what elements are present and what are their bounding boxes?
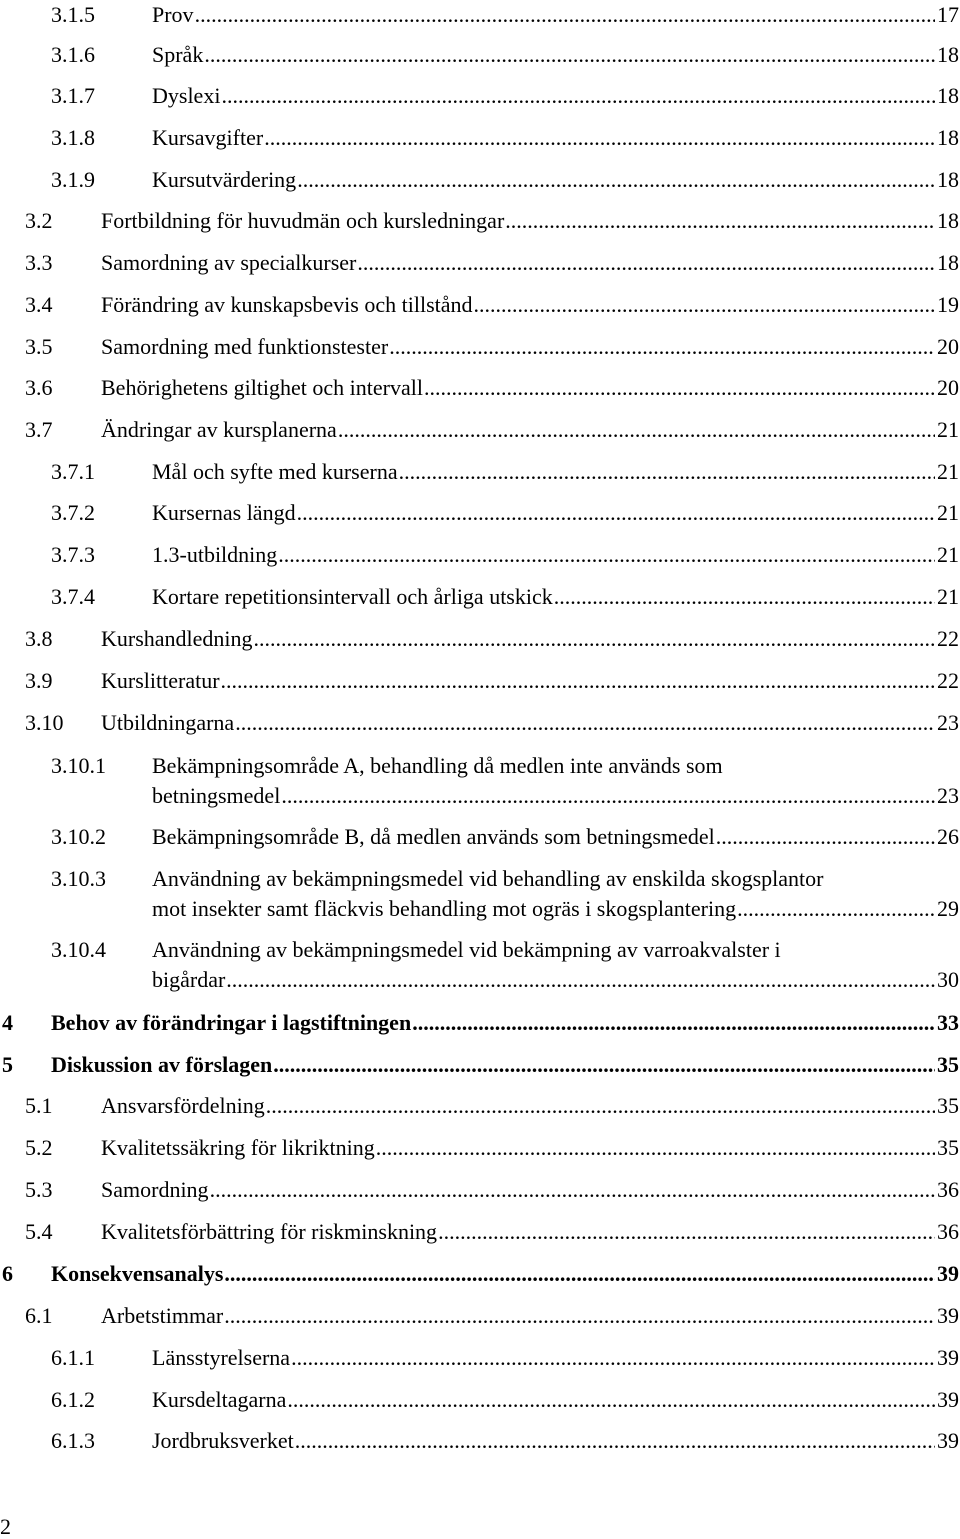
toc-entry-number: 6.1.3 [51,1428,95,1453]
dot-leader [291,1343,935,1373]
toc-entry-title: Länsstyrelserna [152,1345,291,1370]
toc-entry-title: Kursavgifter [152,125,264,150]
toc-entry-page: 26 [937,824,959,849]
toc-entry-page: 19 [937,292,959,317]
toc-entry-page: 36 [937,1219,959,1244]
dot-leader [224,1301,935,1331]
toc-entry-title: Kursdeltagarna [152,1387,287,1412]
toc-entry[interactable] [25,373,960,403]
toc-entry-number: 5 [2,1052,13,1077]
toc-entry-number: 3.7.4 [51,584,95,609]
toc-entry-number: 5.1 [25,1093,53,1118]
toc-entry-page: 21 [937,542,959,567]
toc-entry[interactable] [25,666,960,696]
toc-entry-title: Jordbruksverket [152,1428,294,1453]
toc-entry-page: 39 [937,1261,959,1286]
toc-entry-page: 21 [937,584,959,609]
toc-entry-number: 6.1 [25,1303,53,1328]
toc-entry-number: 3.1.7 [51,83,95,108]
toc-entry[interactable] [25,290,960,320]
toc-entry-page: 18 [937,208,959,233]
toc-chapter-entry[interactable] [2,1050,960,1080]
toc-entry-title: Kursutvärdering [152,167,297,192]
toc-chapter-entry[interactable] [2,1008,960,1038]
toc-entry[interactable] [51,457,960,487]
toc-entry-page: 22 [937,626,959,651]
dot-leader [226,965,935,995]
dot-leader [505,206,935,236]
toc-entry-page: 18 [937,250,959,275]
dot-leader [224,1259,935,1289]
toc-entry-page: 39 [937,1303,959,1328]
dot-leader [287,1385,935,1415]
dot-leader [376,1133,935,1163]
toc-entry-number: 3.4 [25,292,53,317]
toc-entry-title: Kortare repetitionsintervall och årliga utskick [152,584,553,609]
toc-entry[interactable] [51,751,960,811]
toc-entry[interactable] [51,1343,960,1373]
toc-entry-title: Prov [152,2,194,27]
toc-entry-title-line: Användning av bekämpningsmedel vid bekämpning av varroakvalster i [152,937,781,962]
toc-entry-title: Mål och syfte med kurserna [152,459,398,484]
toc-entry-title: Konsekvensanalys [51,1261,224,1286]
dot-leader [297,498,935,528]
toc-entry-number: 3.1.8 [51,125,95,150]
toc-entry-number: 6.1.2 [51,1387,95,1412]
toc-entry-title: 1.3-utbildning [152,542,278,567]
toc-entry-number: 3.10.3 [51,866,106,891]
toc-entry[interactable] [51,822,960,852]
toc-entry-title: mot insekter samt fläckvis behandling mot ogräs i skogsplantering [152,896,737,921]
toc-entry-page: 39 [937,1345,959,1370]
dot-leader [399,457,935,487]
toc-entry-page: 23 [937,710,959,735]
toc-entry-page: 35 [937,1135,959,1160]
toc-entry-title-line: Användning av bekämpningsmedel vid behandling av enskilda skogsplantor [152,866,824,891]
page-number: 2 [0,1514,11,1539]
toc-entry-title: Samordning av specialkurser [101,250,357,275]
dot-leader [278,540,935,570]
toc-entry-page: 35 [937,1052,959,1077]
toc-entry-page: 30 [937,967,959,992]
toc-entry-page: 35 [937,1093,959,1118]
toc-entry-number: 3.10.4 [51,937,106,962]
toc-entry-number: 3.1.9 [51,167,95,192]
toc-entry-title: Ändringar av kursplanerna [101,417,337,442]
dot-leader [264,123,935,153]
dot-leader [273,1050,935,1080]
toc-entry[interactable] [51,40,960,70]
toc-entry-page: 36 [937,1177,959,1202]
toc-entry[interactable] [51,81,960,111]
toc-entry[interactable] [51,498,960,528]
toc-entry[interactable] [25,708,960,738]
toc-entry-title: Dyslexi [152,83,221,108]
toc-entry-title: betningsmedel [152,783,281,808]
toc-entry-number: 3.7 [25,417,53,442]
toc-entry-number: 3.7.1 [51,459,95,484]
dot-leader [204,40,935,70]
dot-leader [295,1426,935,1456]
toc-entry[interactable] [51,582,960,612]
toc-entry-title: Språk [152,42,204,67]
dot-leader [554,582,935,612]
toc-entry-page: 18 [937,83,959,108]
toc-entry-title: Bekämpningsområde B, då medlen används som betningsmedel [152,824,715,849]
dot-leader [266,1091,935,1121]
toc-entry-page: 20 [937,334,959,359]
toc-entry-page: 21 [937,417,959,442]
toc-entry[interactable] [25,1175,960,1205]
toc-entry-number: 6.1.1 [51,1345,95,1370]
toc-entry-page: 21 [937,500,959,525]
toc-entry[interactable] [25,1217,960,1247]
dot-leader [210,1175,935,1205]
dot-leader [221,81,935,111]
toc-entry-number: 5.2 [25,1135,53,1160]
toc-entry-page: 20 [937,375,959,400]
toc-entry-number: 3.9 [25,668,53,693]
toc-entry-number: 3.7.3 [51,542,95,567]
toc-entry[interactable] [51,935,960,995]
toc-entry-page: 18 [937,167,959,192]
toc-entry-title: Förändring av kunskapsbevis och tillstånd [101,292,473,317]
toc-entry[interactable] [25,624,960,654]
toc-entry-title: Arbetstimmar [101,1303,224,1328]
toc-entry-page: 18 [937,42,959,67]
dot-leader [254,624,935,654]
toc-entry-page: 39 [937,1387,959,1412]
toc-entry-page: 17 [937,2,959,27]
toc-entry[interactable] [51,1385,960,1415]
dot-leader [235,708,935,738]
toc-chapter-entry[interactable] [2,1259,960,1289]
toc-entry[interactable] [51,1426,960,1456]
toc-entry-number: 3.2 [25,208,53,233]
toc-entry-number: 3.5 [25,334,53,359]
toc-entry-title: Kvalitetsförbättring för riskminskning [101,1219,438,1244]
toc-entry[interactable] [51,540,960,570]
dot-leader [737,894,935,924]
toc-entry[interactable] [51,123,960,153]
toc-entry-number: 3.6 [25,375,53,400]
dot-leader [412,1008,935,1038]
toc-entry-number: 3.10.1 [51,753,106,778]
dot-leader [424,373,935,403]
toc-entry-title: bigårdar [152,967,226,992]
toc-entry-title: Behov av förändringar i lagstiftningen [51,1010,412,1035]
toc-entry-number: 5.4 [25,1219,53,1244]
toc-entry[interactable] [25,1301,960,1331]
toc-entry-title: Samordning med funktionstester [101,334,389,359]
toc-entry[interactable] [25,206,960,236]
toc-entry-number: 3.3 [25,250,53,275]
toc-entry[interactable] [25,1091,960,1121]
dot-leader [438,1217,935,1247]
dot-leader [338,415,935,445]
toc-entry-number: 3.1.6 [51,42,95,67]
toc-entry-title: Samordning [101,1177,209,1202]
toc-entry-title: Kursernas längd [152,500,296,525]
dot-leader [281,781,935,811]
toc-entry-title: Kurslitteratur [101,668,220,693]
toc-entry-number: 5.3 [25,1177,53,1202]
dot-leader [357,248,935,278]
dot-leader [221,666,935,696]
toc-entry-title-line: Bekämpningsområde A, behandling då medlen inte används som [152,753,723,778]
toc-entry-number: 6 [2,1261,13,1286]
toc-entry-number: 4 [2,1010,13,1035]
toc-entry[interactable] [25,1133,960,1163]
toc-entry[interactable] [25,248,960,278]
toc-entry-number: 3.10 [25,710,64,735]
dot-leader [716,822,935,852]
toc-entry-title: Utbildningarna [101,710,235,735]
toc-entry-page: 23 [937,783,959,808]
toc-entry-page: 22 [937,668,959,693]
toc-entry-number: 3.1.5 [51,2,95,27]
toc-entry[interactable] [51,0,960,30]
toc-entry-title: Kvalitetssäkring för likriktning [101,1135,375,1160]
toc-entry-page: 33 [937,1010,959,1035]
dot-leader [297,165,935,195]
dot-leader [389,332,935,362]
toc-entry[interactable] [25,332,960,362]
toc-entry-title: Ansvarsfördelning [101,1093,265,1118]
dot-leader [474,290,935,320]
toc-entry-page: 21 [937,459,959,484]
toc-entry-page: 39 [937,1428,959,1453]
dot-leader [195,0,935,30]
toc-entry-number: 3.7.2 [51,500,95,525]
toc-entry-page: 29 [937,896,959,921]
toc-entry[interactable] [51,165,960,195]
toc-entry-title: Diskussion av förslagen [51,1052,273,1077]
toc-entry[interactable] [51,864,960,924]
toc-entry-title: Fortbildning för huvudmän och kursledningar [101,208,505,233]
toc-entry-number: 3.8 [25,626,53,651]
toc-entry-number: 3.10.2 [51,824,106,849]
toc-entry-page: 18 [937,125,959,150]
toc-entry-title: Kurshandledning [101,626,253,651]
toc-entry[interactable] [25,415,960,445]
toc-entry-title: Behörighetens giltighet och intervall [101,375,423,400]
